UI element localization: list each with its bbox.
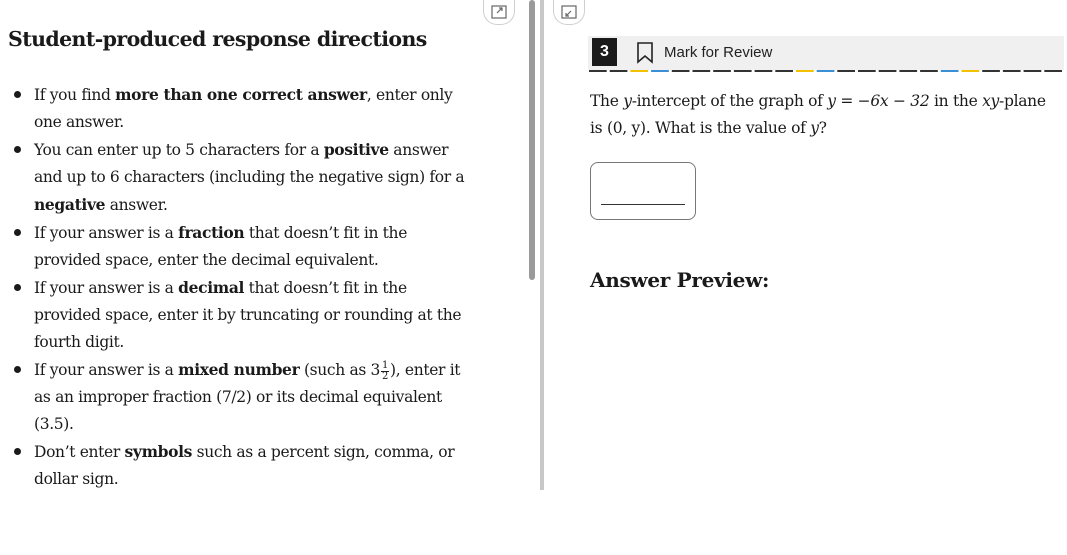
- collapse-right-pane-button[interactable]: [553, 0, 585, 25]
- direction-item: Don’t enter symbols such as a percent sign, comma, or dollar sign.: [0, 438, 470, 493]
- bookmark-icon[interactable]: [636, 42, 654, 64]
- divider-dash: [920, 70, 938, 72]
- divider-dash: [755, 70, 773, 72]
- divider-dash: [630, 70, 648, 72]
- divider-dash: [734, 70, 752, 72]
- divider-dash: [982, 70, 1000, 72]
- question-divider-dashes: [588, 69, 1064, 73]
- direction-item: If your answer is a fraction that doesn’t fit in the provided space, enter the decimal equivalent.: [0, 219, 470, 274]
- collapse-icon: [561, 5, 577, 19]
- divider-dash: [651, 70, 669, 72]
- point: (0, y): [606, 119, 646, 137]
- directions-list: [0, 81, 470, 493]
- answer-input[interactable]: [590, 162, 696, 220]
- mark-for-review-label[interactable]: Mark for Review: [664, 44, 773, 61]
- divider-dash: [672, 70, 690, 72]
- divider-dash: [837, 70, 855, 72]
- divider-dash: [775, 70, 793, 72]
- divider-dash: [1024, 70, 1042, 72]
- divider-dash: [817, 70, 835, 72]
- mixed-number-fraction: $\frac{1}{2}$: [382, 359, 389, 382]
- divider-dash: [796, 70, 814, 72]
- divider-dash: [693, 70, 711, 72]
- direction-item: If your answer is a mixed number (such as 3 $\frac{1}{2}$ ), enter it as an improper fraction (7/2) or its decimal equivalent (3.5).: [0, 356, 470, 438]
- equation: y = −6x − 32: [827, 92, 930, 110]
- divider-dash: [610, 70, 628, 72]
- divider-dash: [713, 70, 731, 72]
- divider-dash: [962, 70, 980, 72]
- divider-dash: [589, 70, 607, 72]
- question-number: 3: [592, 38, 617, 66]
- divider-dash: [1003, 70, 1021, 72]
- directions-pane: [0, 0, 540, 490]
- divider-dash: [941, 70, 959, 72]
- scrollbar-thumb[interactable]: [529, 0, 535, 280]
- divider-dash: [1044, 70, 1062, 72]
- question-header: [588, 36, 1064, 70]
- direction-item: If you find more than one correct answer, enter only one answer.: [0, 81, 470, 136]
- expand-icon: [491, 5, 507, 19]
- answer-underline: [601, 204, 685, 205]
- pane-divider[interactable]: [540, 0, 544, 490]
- divider-dash: [858, 70, 876, 72]
- direction-item: If your answer is a decimal that doesn’t fit in the provided space, enter it by truncating or rounding at the fourth digit.: [0, 274, 470, 356]
- divider-dash: [899, 70, 917, 72]
- answer-preview-label: Answer Preview:: [590, 268, 770, 292]
- question-text: The y-intercept of the graph of y = −6x − 32 in the xy-plane is (0, y). What is the value of y?: [590, 92, 1046, 137]
- directions-title: Student-produced response directions: [8, 27, 427, 51]
- divider-dash: [879, 70, 897, 72]
- expand-left-pane-button[interactable]: [483, 0, 515, 25]
- direction-item: You can enter up to 5 characters for a positive answer and up to 6 characters (including the negative sign) for a negative answer.: [0, 136, 470, 219]
